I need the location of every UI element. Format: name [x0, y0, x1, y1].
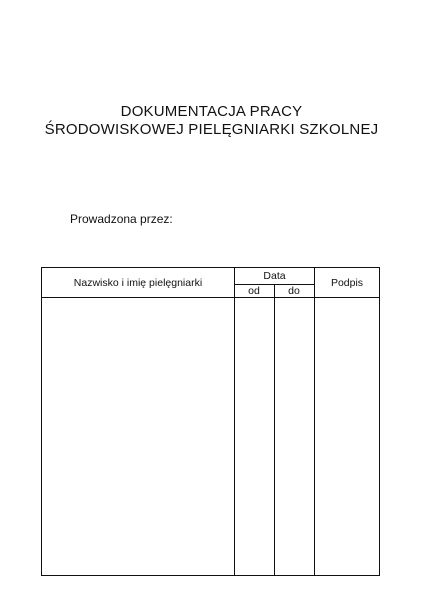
- name-column-divider: [234, 268, 235, 575]
- nurse-records-table: [41, 267, 380, 576]
- date-column-header: Data: [263, 270, 286, 282]
- prowadzona-przez-label: Prowadzona przez:: [70, 212, 173, 226]
- signature-column-header: Podpis: [330, 277, 364, 289]
- document-title-line1: DOKUMENTACJA PRACY: [120, 103, 303, 120]
- header-bottom-line: [42, 297, 379, 298]
- od-do-divider: [274, 284, 275, 575]
- date-from-header: od: [248, 285, 260, 297]
- document-title-line2: ŚRODOWISKOWEJ PIELĘGNIARKI SZKOLNEJ: [44, 121, 379, 138]
- date-to-header: do: [288, 285, 300, 297]
- date-signature-divider: [314, 268, 315, 575]
- name-column-header: Nazwisko i imię pielęgniarki: [73, 277, 203, 289]
